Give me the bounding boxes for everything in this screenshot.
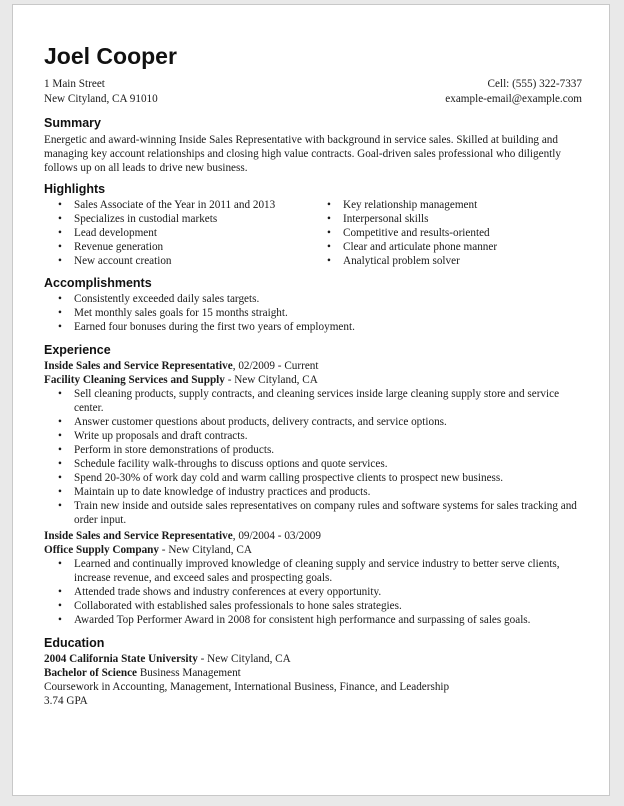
job-dates: , 09/2004 - 03/2009 xyxy=(232,530,321,542)
list-item: • Clear and articulate phone manner xyxy=(313,240,582,254)
list-item: • Schedule facility walk-throughs to discuss options and quote services. xyxy=(44,457,582,471)
job-duties-list xyxy=(44,557,582,627)
accomplishments-section xyxy=(44,276,582,334)
list-item: • New account creation xyxy=(44,254,313,268)
education-section xyxy=(44,636,582,708)
job-title-line xyxy=(44,359,582,373)
list-item: • Earned four bonuses during the first two years of employment. xyxy=(44,320,582,334)
job-entry xyxy=(44,529,582,627)
job-company-line xyxy=(44,373,582,387)
list-item: • Sell cleaning products, supply contracts, and cleaning services inside large cleaning supply store and service center. xyxy=(44,387,582,415)
job-company: Office Supply Company xyxy=(44,544,159,556)
list-item: • Attended trade shows and industry conferences at every opportunity. xyxy=(44,585,582,599)
highlights-section xyxy=(44,182,582,268)
highlights-left-list xyxy=(44,198,313,268)
email: example-email@example.com xyxy=(445,93,582,105)
job-entry xyxy=(44,359,582,527)
job-title: Inside Sales and Service Representative xyxy=(44,360,233,372)
experience-heading: Experience xyxy=(44,343,111,357)
list-item: • Write up proposals and draft contracts. xyxy=(44,429,582,443)
list-item: • Maintain up to date knowledge of industry practices and products. xyxy=(44,485,582,499)
resume-page xyxy=(12,4,610,796)
list-item: • Train new inside and outside sales representatives on company rules and software systems for sales tracking and order input. xyxy=(44,499,582,527)
list-item: • Learned and continually improved knowledge of cleaning supply and service industry to better serve clients, increase revenue, and exceed sales and prospecting goals. xyxy=(44,557,582,585)
list-item: • Specializes in custodial markets xyxy=(44,212,313,226)
address-line-1: 1 Main Street xyxy=(44,78,105,90)
list-item: • Met monthly sales goals for 15 months straight. xyxy=(44,306,582,320)
education-school: 2004 California State University xyxy=(44,653,198,665)
summary-section xyxy=(44,116,582,175)
phone: Cell: (555) 322-7337 xyxy=(487,78,582,90)
list-item: • Lead development xyxy=(44,226,313,240)
list-item: • Interpersonal skills xyxy=(313,212,582,226)
job-title-line xyxy=(44,529,582,543)
education-coursework: Coursework in Accounting, Management, International Business, Finance, and Leadership xyxy=(44,681,450,693)
list-item: • Competitive and results-oriented xyxy=(313,226,582,240)
education-degree-line xyxy=(44,666,582,680)
job-title: Inside Sales and Service Representative xyxy=(44,530,233,542)
job-location: - New Cityland, CA xyxy=(159,544,252,556)
address-line-2: New Cityland, CA 91010 xyxy=(44,93,158,105)
contact-phone-email xyxy=(445,77,582,107)
education-location: - New Cityland, CA xyxy=(197,653,291,665)
accomplishments-heading: Accomplishments xyxy=(44,276,152,290)
accomplishments-list xyxy=(44,292,582,334)
contact-address xyxy=(44,77,158,107)
job-dates: , 02/2009 - Current xyxy=(232,360,319,372)
job-company-line xyxy=(44,543,582,557)
summary-text: Energetic and award-winning Inside Sales Representative with background in service sales. Skilled at building and managing key account relationships and closing high value contracts. Goal-driven sales professional who diligently follows up on all leads to drive new business. xyxy=(44,134,561,174)
summary-heading: Summary xyxy=(44,116,101,130)
list-item: • Consistently exceeded daily sales targets. xyxy=(44,292,582,306)
education-degree: Bachelor of Science xyxy=(44,667,138,679)
job-duties-list xyxy=(44,387,582,527)
education-school-line xyxy=(44,652,582,666)
highlights-right-list xyxy=(313,198,582,268)
job-company: Facility Cleaning Services and Supply xyxy=(44,374,225,386)
contact-block xyxy=(44,77,582,107)
highlights-heading: Highlights xyxy=(44,182,106,196)
list-item: • Answer customer questions about products, delivery contracts, and service options. xyxy=(44,415,582,429)
education-heading: Education xyxy=(44,636,105,650)
experience-section xyxy=(44,343,582,627)
list-item: • Sales Associate of the Year in 2011 and 2013 xyxy=(44,198,313,212)
resume-content xyxy=(44,43,582,708)
list-item: • Awarded Top Performer Award in 2008 for consistent high performance and surpassing of sales goals. xyxy=(44,613,582,627)
highlights-columns xyxy=(44,198,582,268)
job-location: - New Cityland, CA xyxy=(224,374,318,386)
education-gpa: 3.74 GPA xyxy=(44,695,88,707)
list-item: • Spend 20-30% of work day cold and warm calling prospective clients to prospect new business. xyxy=(44,471,582,485)
candidate-name: Joel Cooper xyxy=(44,43,177,69)
list-item: • Revenue generation xyxy=(44,240,313,254)
list-item: • Key relationship management xyxy=(313,198,582,212)
list-item: • Perform in store demonstrations of products. xyxy=(44,443,582,457)
list-item: • Collaborated with established sales professionals to hone sales strategies. xyxy=(44,599,582,613)
list-item: • Analytical problem solver xyxy=(313,254,582,268)
education-major: Business Management xyxy=(137,667,241,679)
